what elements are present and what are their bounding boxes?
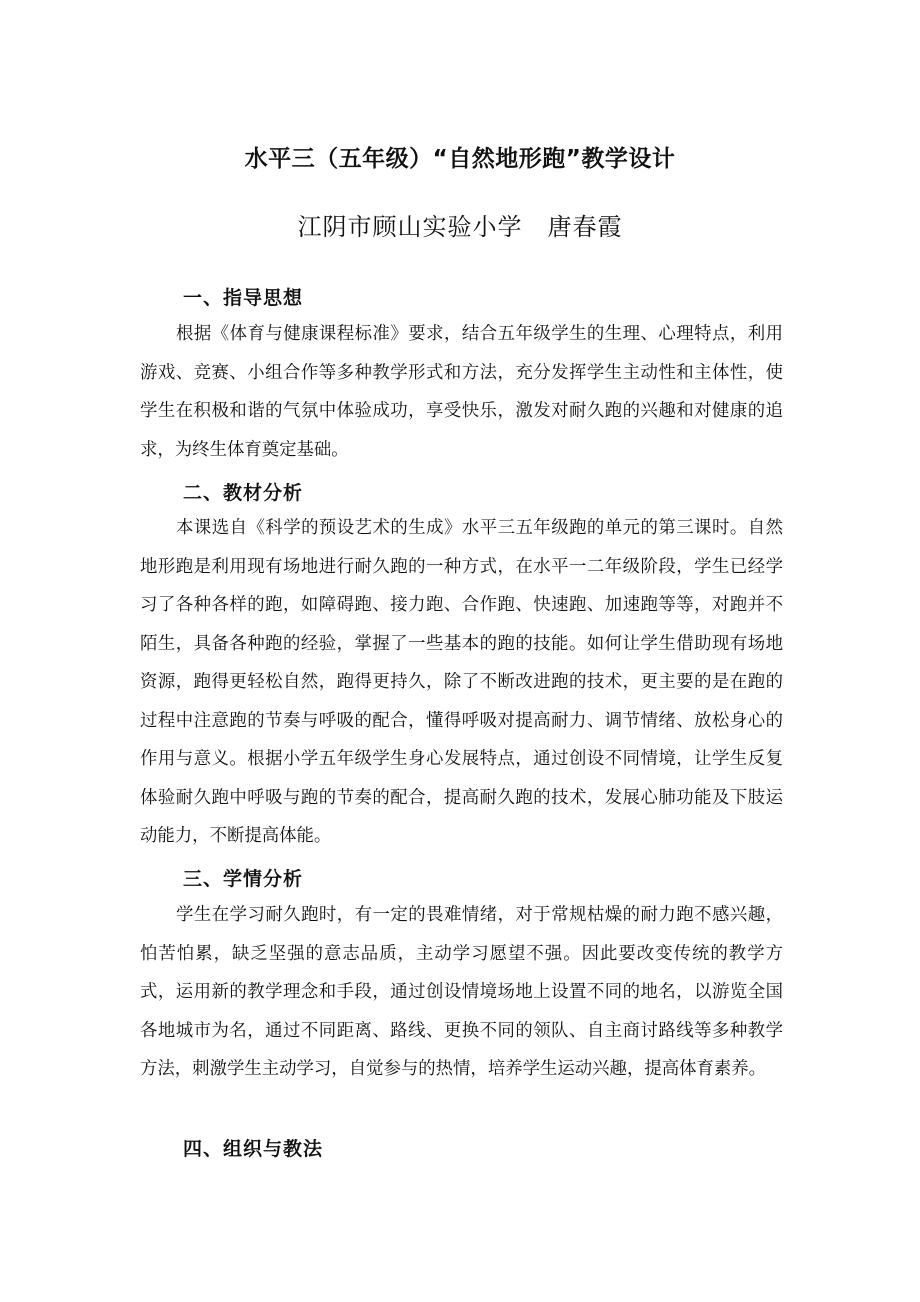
section-heading-organization-methods: 四、组织与教法 <box>183 1138 324 1160</box>
section-body-material-analysis: 本课选自《科学的预设艺术的生成》水平三五年级跑的单元的第三课时。自然地形跑是利用现有场地进行耐久跑的一种方式，在水平一二年级阶段，学生已经学习了各种各样的跑，如障碍跑、接力跑、合作跑、快速跑、加速跑等等，对跑并不陌生，具备各种跑的经验，掌握了一些基本的跑的技能。如何让学生借助现有场地资源，跑得更轻松自然，跑得更持久，除了不断改进跑的技术，更主要的是在跑的过程中注意跑的节奏与呼吸的配合，懂得呼吸对提高耐力、调节情绪、放松身心的作用与意义。根据小学五年级学生身心发展特点，通过创设不同情境，让学生反复体验耐久跑中呼吸与跑的节奏的配合，提高耐久跑的技术，发展心肺功能及下肢运动能力，不断提高体能。 <box>140 518 783 846</box>
author-line: 江阴市顾山实验小学 唐春霞 <box>297 213 623 241</box>
section-body-guiding-thought: 根据《体育与健康课程标准》要求，结合五年级学生的生理、心理特点，利用游戏、竞赛、小组合作等多种教学形式和方法，充分发挥学生主动性和主体性，使学生在积极和谐的气氛中体验成功，享受快乐，激发对耐久跑的兴趣和对健康的追求，为终生体育奠定基础。 <box>140 324 783 460</box>
document-title: 水平三（五年级）“自然地形跑”教学设计 <box>244 146 676 172</box>
section-heading-material-analysis: 二、教材分析 <box>183 482 304 504</box>
section-heading-guiding-thought: 一、指导思想 <box>183 287 304 309</box>
section-body-student-analysis: 学生在学习耐久跑时，有一定的畏难情绪，对于常规枯燥的耐力跑不感兴趣，怕苦怕累，缺乏坚强的意志品质，主动学习愿望不强。因此要改变传统的教学方式，运用新的教学理念和手段，通过创设情境场地上设置不同的地名，以游览全国各地城市为名，通过不同距离、路线、更换不同的领队、自主商讨路线等多种教学方法，刺激学生主动学习，自觉参与的热情，培养学生运动兴趣，提高体育素养。 <box>140 905 783 1079</box>
section-heading-student-analysis: 三、学情分析 <box>183 868 304 890</box>
